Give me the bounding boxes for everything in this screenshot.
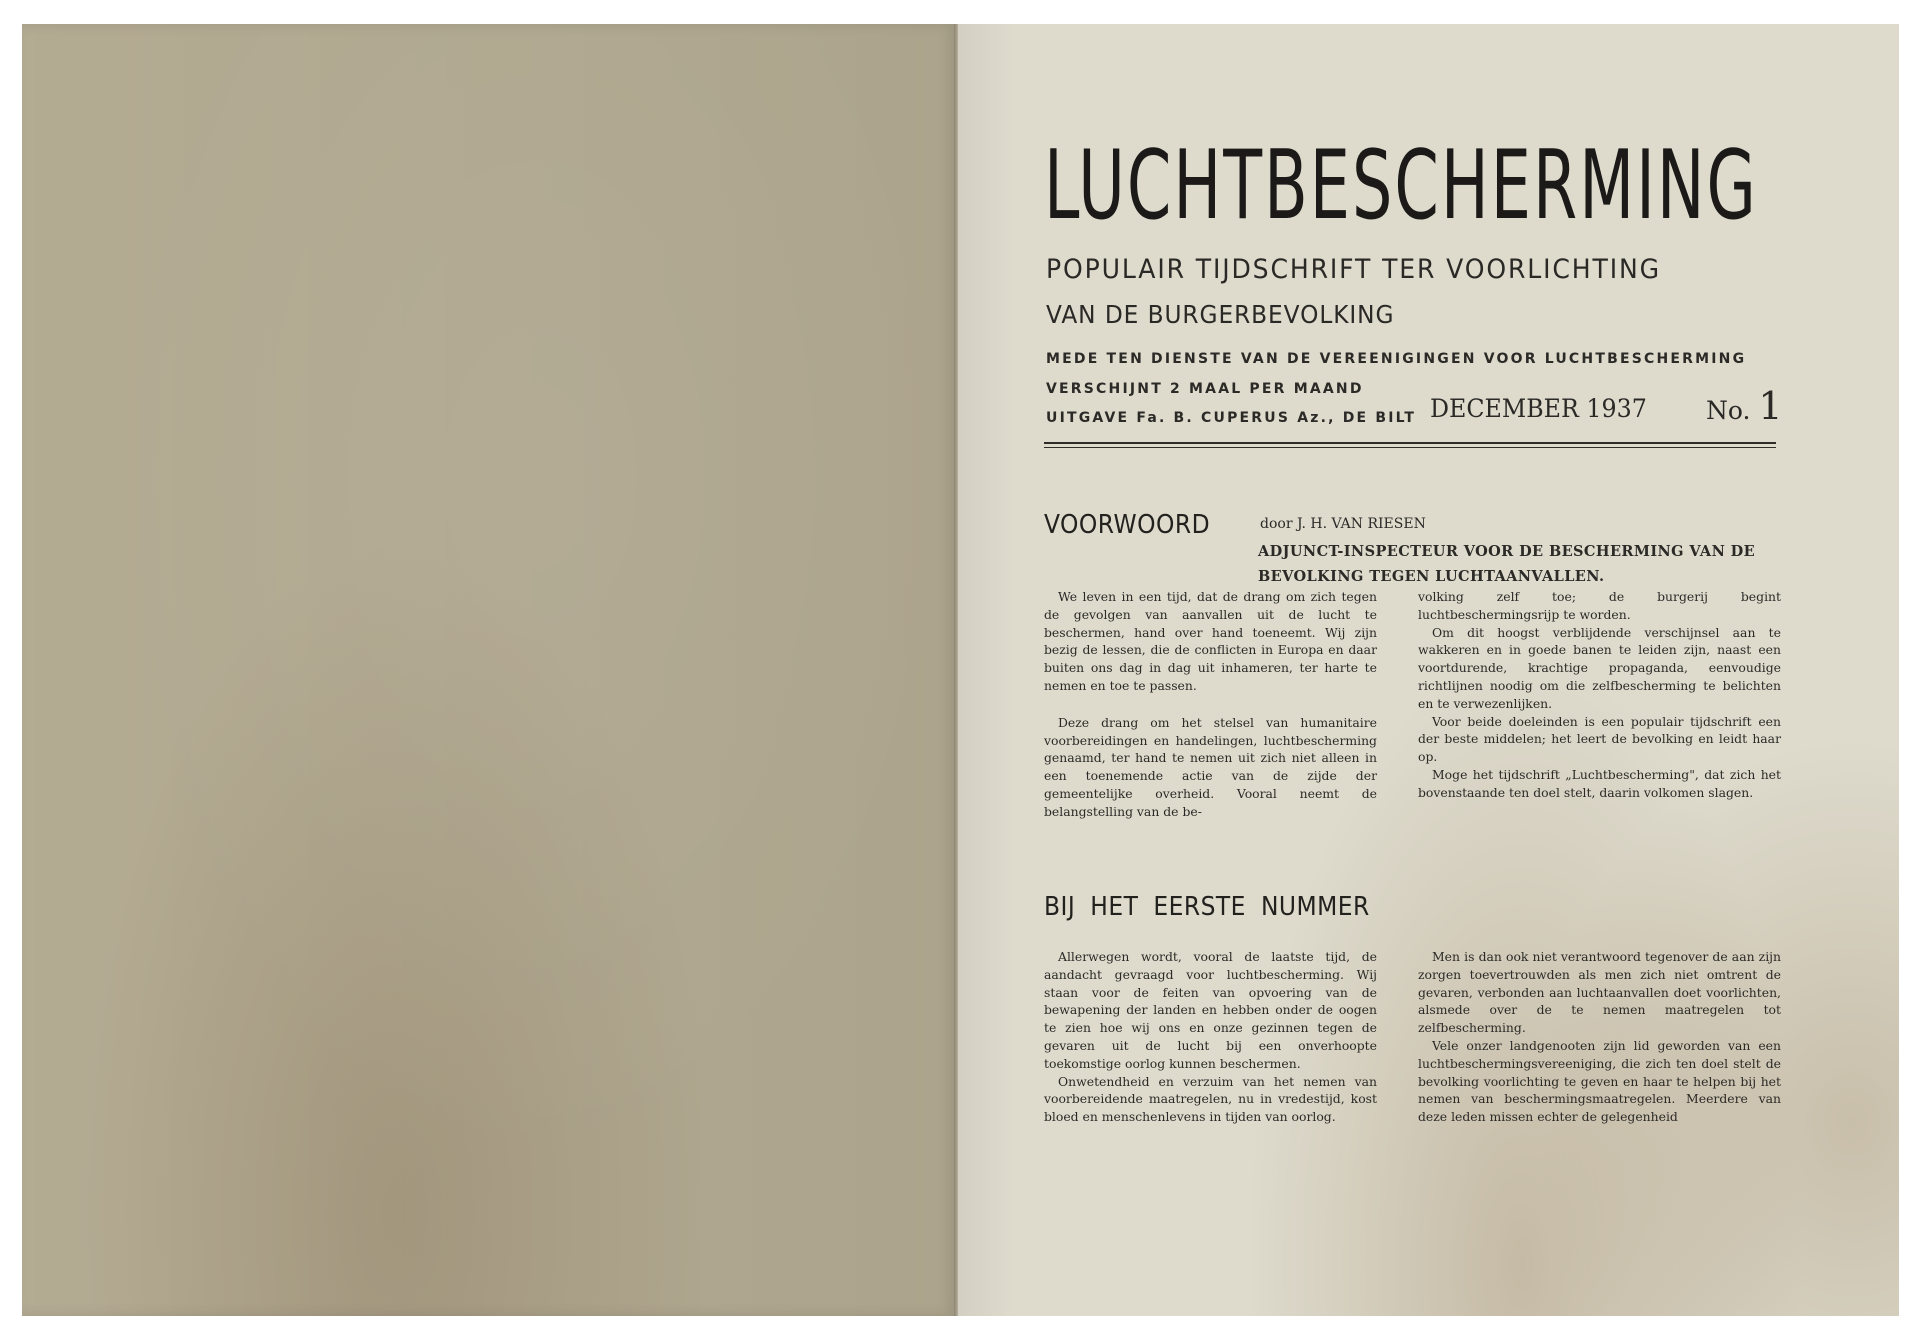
voorwoord-byline: door J. H. VAN RIESEN (1260, 516, 1426, 532)
service-line: MEDE TEN DIENSTE VAN DE VEREENIGINGEN VOOR LUCHTBESCHERMING (1046, 351, 1747, 367)
eerste-nummer-right-column (1418, 948, 1781, 1126)
paragraph: Allerwegen wordt, vooral de laatste tijd, de aandacht gevraagd voor luchtbescherming. Wij staan voor de feiten van opvoering van de bewapening der landen en hebben onder de oogen te zien hoe wij ons en onze gezinnen tegen de gevaren uit de lucht bij een onverhoopte toekomstige oorlog kunnen beschermen. (1044, 949, 1377, 1071)
paragraph: Om dit hoogst verblijdende verschijnsel aan te wakkeren en in goede banen te leiden zijn, naast een voortdurende, krachtige propaganda, eenvoudige richtlijnen noodig om die zelfbescherming te belichten en te verwezenlijken. (1418, 624, 1781, 711)
voorwoord-heading: VOORWOORD (1044, 510, 1211, 540)
masthead-rule-thin (1044, 447, 1776, 448)
paragraph: We leven in een tijd, dat de drang om zich tegen de gevolgen van aanvallen uit de lucht te beschermen, hand over hand toeneemt. Wij zijn bezig de lessen, die de conflicten in Europa en daar buiten ons dag in dag uit inhameren, ter harte te nemen en toe te passen. (1044, 589, 1377, 693)
issue-number-block (1706, 384, 1783, 428)
paragraph: Voor beide doeleinden is een populair tijdschrift een der beste middelen; het leert de bevolking en leidt haar op. (1418, 713, 1781, 765)
frequency-line: VERSCHIJNT 2 MAAL PER MAAND (1046, 381, 1364, 397)
paragraph: Men is dan ook niet verantwoord tegenover de aan zijn zorgen toevertrouwden als men zich niet omtrent de gevaren, verbonden aan luchtaanvallen doet voorlichten, alsmede over de te nemen maatregelen tot zelfbescherming. (1418, 949, 1781, 1036)
voorwoord-author-title: ADJUNCT-INSPECTEUR VOOR DE BESCHERMING VAN DE BEVOLKING TEGEN LUCHTAANVALLEN. (1258, 543, 1756, 585)
masthead-subtitle-line1: POPULAIR TIJDSCHRIFT TER VOORLICHTING (1046, 254, 1661, 285)
issue-number: 1 (1758, 384, 1783, 428)
masthead-rule-thick (1044, 442, 1776, 444)
eerste-nummer-heading: BIJ HET EERSTE NUMMER (1044, 892, 1370, 922)
issue-prefix: No. (1706, 396, 1751, 425)
publisher-line: UITGAVE Fa. B. CUPERUS Az., DE BILT (1046, 410, 1417, 426)
voorwoord-right-column (1418, 588, 1781, 802)
paragraph: Vele onzer landgenooten zijn lid geworden van een luchtbeschermingsvereeniging, die zich ten doel stelt de bevolking voorlichting te geven en haar te helpen bij het nemen van beschermingsmaatregelen. Meerdere van deze leden missen echter de gelegenheid (1418, 1037, 1781, 1125)
paragraph: Onwetendheid en verzuim van het nemen van voorbereidende maatregelen, nu in vredestijd, kost bloed en menschenlevens in tijden van oorlog. (1044, 1073, 1377, 1125)
paragraph: volking zelf toe; de burgerij begint luchtbeschermingsrijp te worden. (1418, 589, 1781, 622)
issue-date: DECEMBER 1937 (1430, 394, 1647, 423)
voorwoord-left-column (1044, 588, 1377, 821)
right-front-page (958, 24, 1899, 1316)
paragraph: Moge het tijdschrift „Luchtbescherming", dat zich het bovenstaande ten doel stelt, daarin volkomen slagen. (1418, 766, 1781, 800)
masthead-title: LUCHTBESCHERMING (1044, 131, 1758, 241)
eerste-nummer-left-column (1044, 948, 1377, 1126)
left-blank-page (22, 24, 958, 1316)
masthead-subtitle-line2: VAN DE BURGERBEVOLKING (1046, 300, 1395, 329)
paragraph: Deze drang om het stelsel van humanitaire voorbereidingen en handelingen, luchtbescherming genaamd, ter hand te nemen uit zich niet alleen in een toenemende actie van de zijde der gemeentelijke overheid. Vooral neemt de belangstelling van de be- (1044, 714, 1377, 819)
